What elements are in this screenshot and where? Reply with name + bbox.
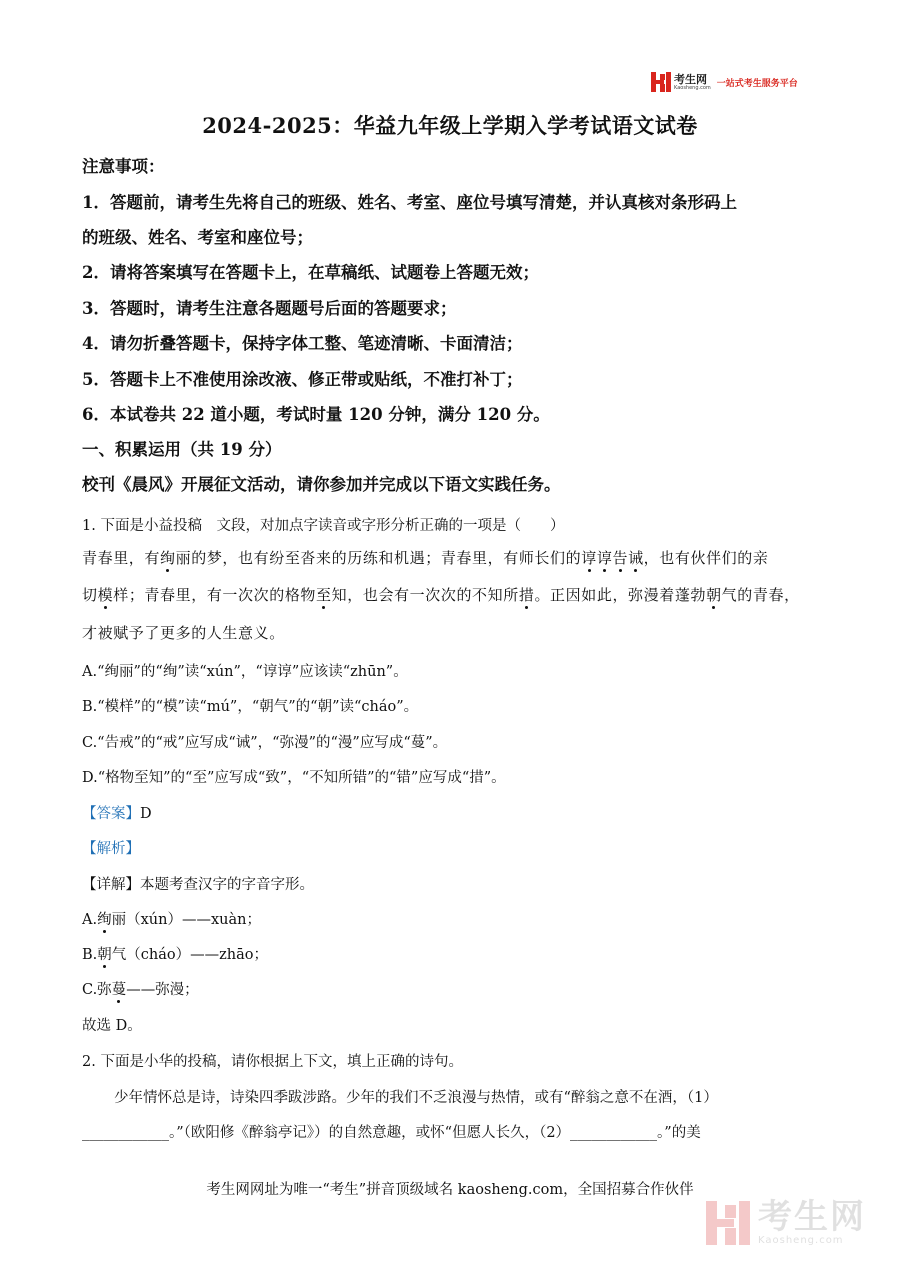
answer-value: D — [140, 806, 152, 822]
notice-item: 2．请将答案填写在答题卡上，在草稿纸、试题卷上答题无效； — [82, 263, 539, 282]
notice-item: 3．答题时，请考生注意各题题号后面的答题要求； — [82, 299, 457, 318]
dotted-char: 告 — [612, 549, 629, 567]
notice-item: 1．答题前，请考生先将自己的班级、姓名、考室、座位号填写清楚，并认真核对条形码上 — [82, 193, 737, 212]
dotted-char: 至 — [316, 586, 332, 604]
kaosheng-logo-icon — [651, 72, 671, 92]
section-intro: 校刊《晨风》开展征文活动，请你参加并完成以下语文实践任务。 — [82, 475, 561, 494]
logo-slogan: 一站式考生服务平台 — [716, 78, 798, 89]
logo-name: 考生网 — [674, 72, 707, 86]
question-1-passage-line-2: 切模样；青春里，有一次次的格物至知，也会有一次次的不知所措。正因如此，弥漫着蓬勃朝气的青春， — [82, 586, 800, 604]
dotted-char: 朝 — [706, 586, 722, 604]
option-d: D.“格物至知”的“至”应写成“致”，“不知所错”的“错”应写成“措”。 — [82, 770, 506, 786]
answer-label: 【答案】 — [82, 806, 140, 822]
section-heading: 一、积累运用（共 19 分） — [82, 440, 282, 459]
dotted-char: 绚 — [97, 912, 112, 928]
question-1-passage-line-3: 才被赋予了更多的人生意义。 — [82, 624, 285, 642]
dotted-char: 谆 — [596, 549, 613, 567]
watermark — [706, 1197, 866, 1246]
notice-item: 5．答题卡上不准使用涂改液、修正带或贴纸，不准打补丁； — [82, 370, 523, 389]
option-b: B.“模样”的“模”读“mú”，“朝气”的“朝”读“cháo”。 — [82, 699, 419, 715]
dotted-char: 模 — [97, 586, 114, 604]
question-2-paragraph-line-1: 少年情怀总是诗，诗染四季跋涉路。少年的我们不乏浪漫与热情，或有“醉翁之意不在酒，（1） — [114, 1090, 718, 1106]
notice-item: 6．本试卷共 22 道小题，考试时量 120 分钟，满分 120 分。 — [82, 405, 550, 424]
dotted-char: 朝 — [97, 947, 112, 963]
analysis-label: 【解析】 — [82, 841, 140, 857]
dotted-char: 谆 — [581, 549, 597, 567]
watermark-domain: Kaosheng.com — [758, 1235, 844, 1246]
notice-item: 的班级、姓名、考室和座位号； — [82, 228, 313, 247]
dotted-char: 蔓 — [111, 982, 127, 998]
analysis-line-b: B.朝气（cháo）——zhāo； — [82, 947, 268, 963]
page-title: 2024-2025：华益九年级上学期入学考试语文试卷 — [202, 113, 698, 138]
question-1-passage-line-1: 青春里，有绚丽的梦，也有纷至沓来的历练和机遇；青春里，有师长们的谆谆告诫，也有伙伴们的亲 — [82, 549, 769, 567]
analysis-line-a: A.绚丽（xún）——xuàn； — [82, 912, 261, 928]
conclusion: 故选 D。 — [82, 1018, 142, 1034]
watermark-logo-icon — [706, 1201, 750, 1245]
notice-item: 4．请勿折叠答题卡，保持字体工整、笔迹清晰、卡面清洁； — [82, 334, 523, 353]
header-logo — [651, 72, 798, 92]
answer-line — [82, 802, 152, 823]
question-2-stem: 2. 下面是小华的投稿，请你根据上下文，填上正确的诗句。 — [82, 1054, 463, 1070]
option-a: A.“绚丽”的“绚”读“xún”，“谆谆”应该读“zhūn”。 — [82, 664, 408, 680]
logo-domain: Kaosheng.com — [674, 84, 711, 91]
question-1-stem: 1. 下面是小益投稿 文段，对加点字读音或字形分析正确的一项是（ ） — [82, 518, 565, 534]
detail-label: 【详解】 — [82, 877, 140, 893]
detail-line: 【详解】本题考查汉字的字音字形。 — [82, 877, 314, 893]
question-2-paragraph-line-2: ____________。”（欧阳修《醉翁亭记》）的自然意趣，或怀“但愿人长久，（2）____________。”的美 — [82, 1125, 701, 1141]
footer-text: 考生网网址为唯一“考生”拼音顶级域名 kaosheng.com，全国招募合作伙伴 — [206, 1182, 694, 1198]
analysis-line-c: C.弥蔓——弥漫； — [82, 982, 199, 998]
watermark-name: 考生网 — [758, 1197, 866, 1237]
notice-heading: 注意事项： — [82, 157, 165, 176]
dotted-char: 绚 — [160, 549, 176, 567]
option-c: C.“告戒”的“戒”应写成“诫”，“弥漫”的“漫”应写成“蔓”。 — [82, 735, 448, 751]
dotted-char: 措 — [518, 586, 535, 604]
dotted-char: 诫 — [628, 549, 644, 567]
